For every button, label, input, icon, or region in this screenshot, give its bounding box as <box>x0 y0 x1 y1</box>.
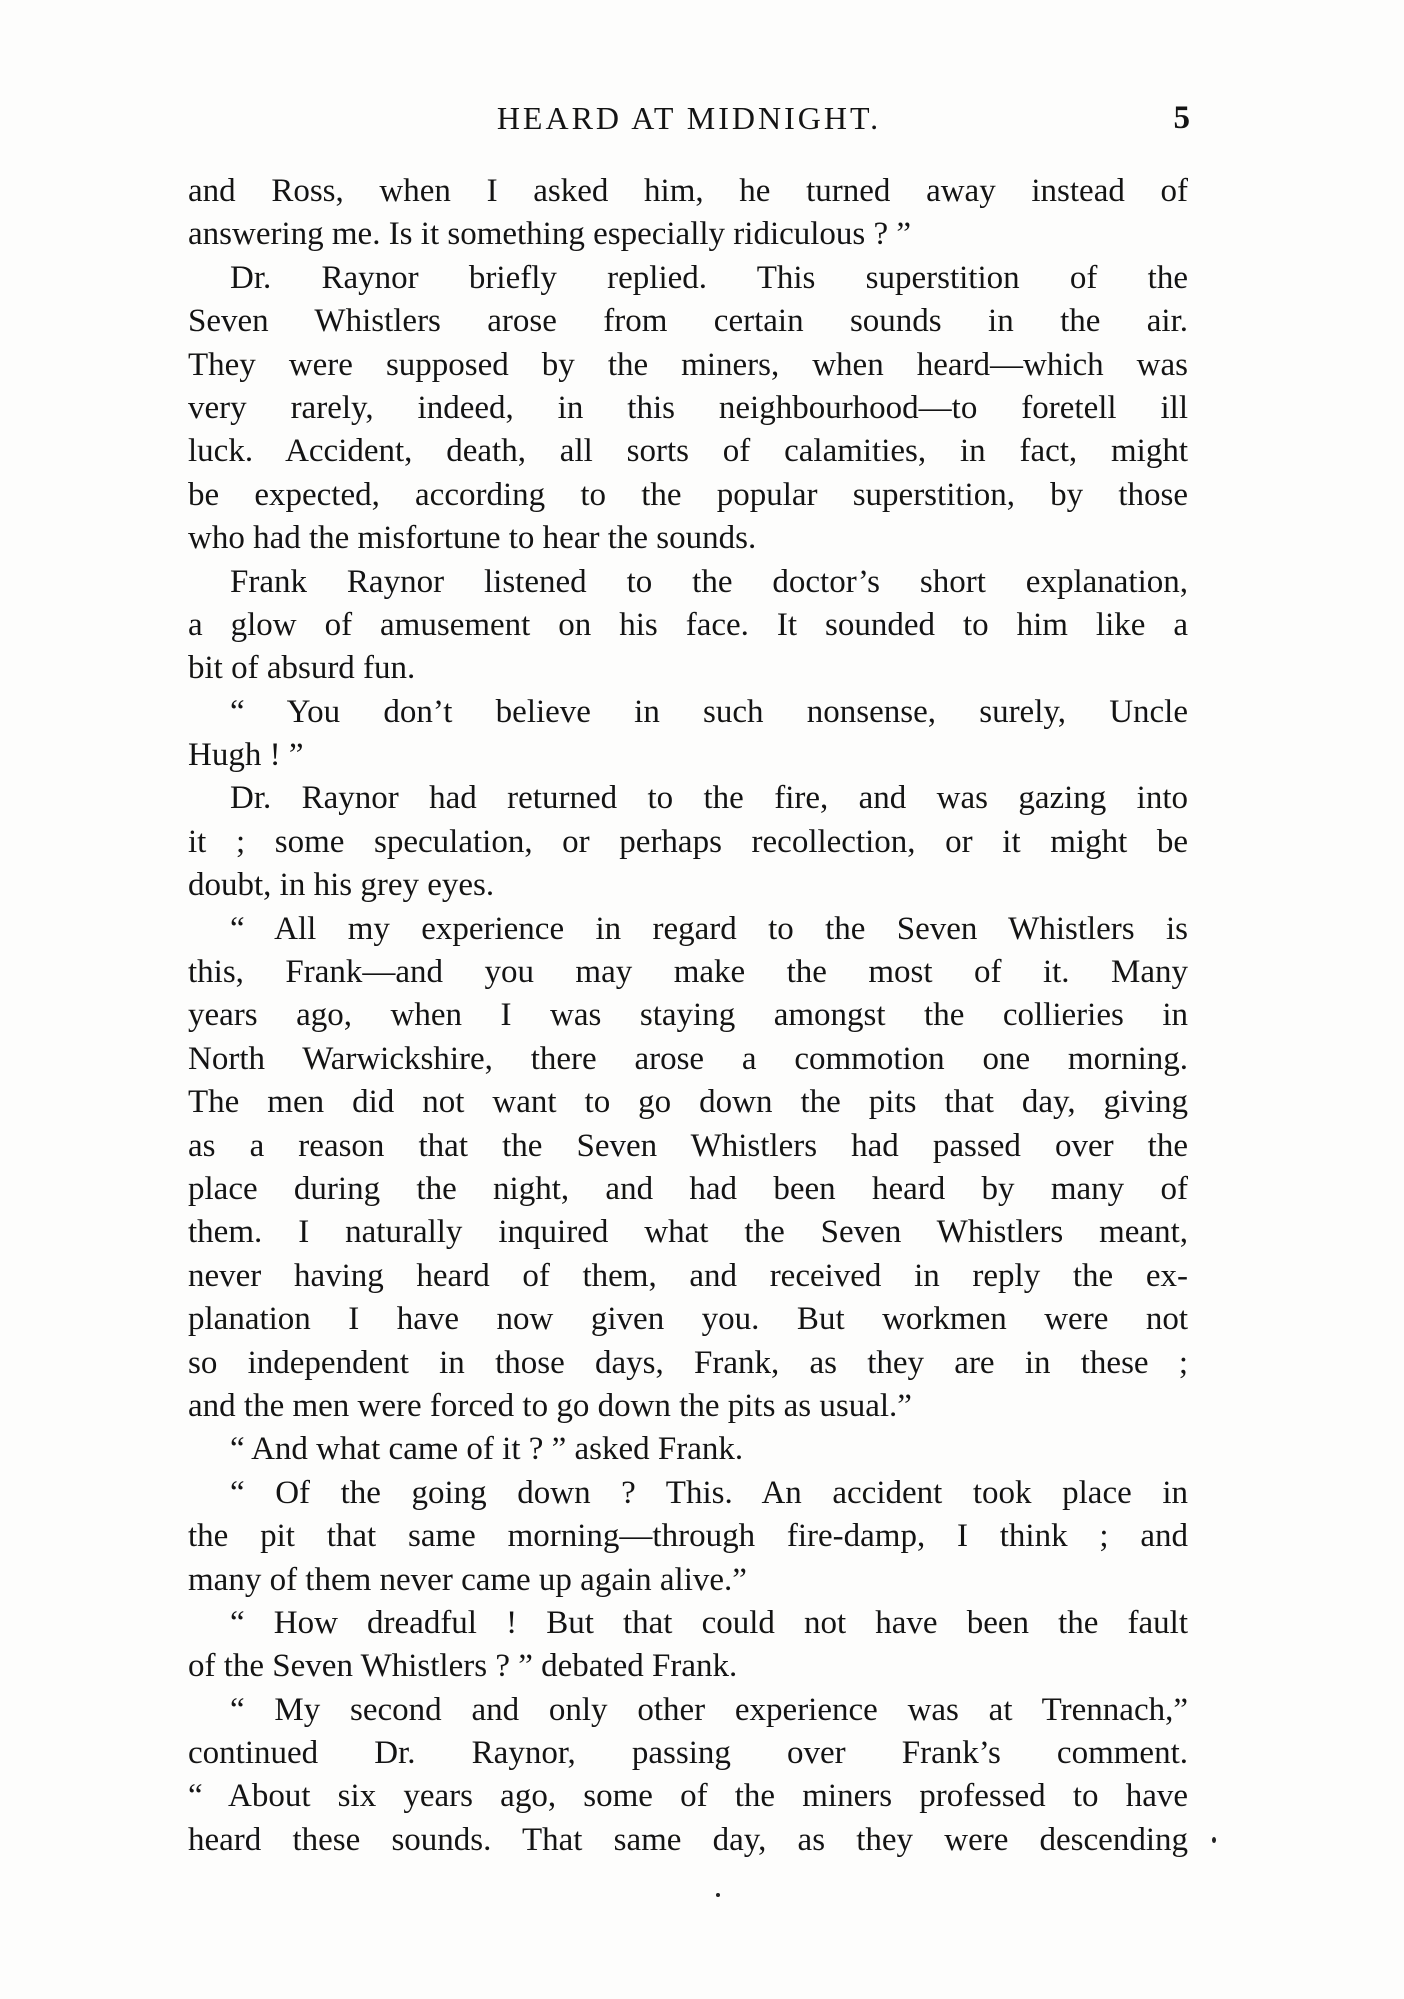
text-line: “ Of the going down ? This. An accident took place in <box>230 1474 1188 1511</box>
text-line: doubt, in his grey eyes. <box>188 867 495 904</box>
text-line: who had the misfortune to hear the sounds. <box>188 520 757 557</box>
running-title: HEARD AT MIDNIGHT. <box>496 100 882 136</box>
text-line: They were supposed by the miners, when heard—which was <box>188 346 1188 383</box>
text-line: “ All my experience in regard to the Seven Whistlers is <box>230 910 1188 947</box>
text-line: Dr. Raynor briefly replied. This superstition of the <box>230 259 1188 296</box>
text-line: heard these sounds. That same day, as they were descending <box>188 1821 1188 1858</box>
text-line: luck. Accident, death, all sorts of calamities, in fact, might <box>188 433 1188 470</box>
text-line: planation I have now given you. But workmen were not <box>188 1301 1188 1338</box>
body-text <box>188 170 1188 1862</box>
text-line: it ; some speculation, or perhaps recollection, or it might be <box>188 823 1188 860</box>
text-line: the pit that same morning—through fire-damp, I think ; and <box>188 1518 1188 1555</box>
text-line: and the men were forced to go down the pits as usual.” <box>188 1387 912 1424</box>
text-line: this, Frank—and you may make the most of it. Many <box>188 954 1188 991</box>
text-line: continued Dr. Raynor, passing over Frank’s comment. <box>188 1735 1188 1772</box>
text-line: answering me. Is it something especially ridiculous ? ” <box>188 216 912 253</box>
text-line: Dr. Raynor had returned to the fire, and was gazing into <box>230 780 1188 817</box>
text-line: so independent in those days, Frank, as they are in these ; <box>188 1344 1188 1381</box>
ink-speck <box>716 1893 720 1897</box>
text-line: “ And what came of it ? ” asked Frank. <box>230 1431 744 1468</box>
text-line: bit of absurd fun. <box>188 650 416 687</box>
text-line: Seven Whistlers arose from certain sounds in the air. <box>188 303 1188 340</box>
text-line: “ You don’t believe in such nonsense, surely, Uncle <box>230 693 1188 730</box>
text-line: place during the night, and had been heard by many of <box>188 1170 1188 1207</box>
page-header <box>188 100 1190 140</box>
text-line: and Ross, when I asked him, he turned away instead of <box>188 173 1188 209</box>
text-line: “ My second and only other experience was at Trennach,” <box>230 1691 1188 1728</box>
ink-speck <box>1212 1837 1216 1843</box>
text-line: Hugh ! ” <box>188 737 304 774</box>
text-line: “ About six years ago, some of the miners professed to have <box>188 1778 1188 1815</box>
text-line: very rarely, indeed, in this neighbourhood—to foretell ill <box>188 389 1188 426</box>
text-line: them. I naturally inquired what the Seven Whistlers meant, <box>188 1214 1188 1251</box>
text-line: Frank Raynor listened to the doctor’s short explanation, <box>230 563 1188 600</box>
page-number: 5 <box>1173 100 1190 136</box>
text-line: a glow of amusement on his face. It sounded to him like a <box>188 606 1188 643</box>
text-line: North Warwickshire, there arose a commotion one morning. <box>188 1040 1188 1077</box>
text-line: many of them never came up again alive.” <box>188 1561 747 1598</box>
text-line: be expected, according to the popular superstition, by those <box>188 476 1188 513</box>
text-line: never having heard of them, and received in reply the ex- <box>188 1257 1188 1294</box>
text-line: of the Seven Whistlers ? ” debated Frank. <box>188 1648 738 1685</box>
text-line: “ How dreadful ! But that could not have been the fault <box>230 1604 1188 1641</box>
text-line: as a reason that the Seven Whistlers had passed over the <box>188 1127 1188 1164</box>
text-line: years ago, when I was staying amongst the collieries in <box>188 997 1188 1034</box>
text-line: The men did not want to go down the pits that day, giving <box>188 1084 1188 1121</box>
